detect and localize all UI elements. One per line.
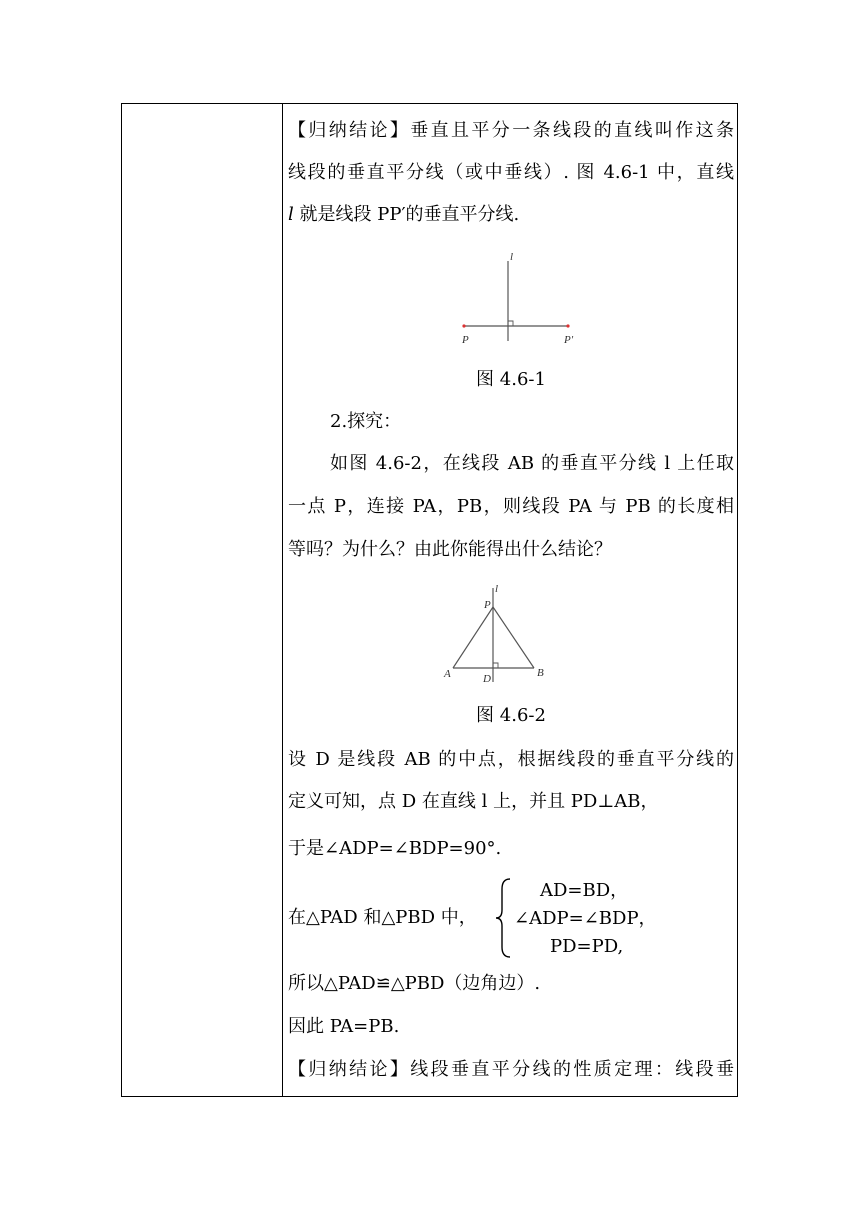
label-d: D [483, 673, 491, 684]
proof-line-6: 因此 PA=PB. [288, 1016, 400, 1037]
segment-pa [453, 607, 493, 668]
explore-heading: 2.探究： [330, 411, 402, 432]
conclusion-line-2: 线段的垂直平分线（或中垂线）. 图 4.6-1 中，直线 [288, 162, 734, 183]
right-angle-mark [493, 663, 498, 668]
right-angle-mark [508, 321, 513, 326]
figure-4-6-1 [452, 249, 582, 349]
label-a: A [444, 668, 451, 680]
label-l: l [495, 583, 499, 595]
proof-line-4: 在△PAD 和△PBD 中， [288, 907, 477, 928]
proof-line-5: 所以△PAD≌△PBD（边角边）. [288, 973, 541, 994]
question-line-3: 等吗？为什么？由此你能得出什么结论？ [288, 539, 612, 560]
figure-4-6-2 [443, 582, 583, 684]
proof-line-1: 设 D 是线段 AB 的中点，根据线段的垂直平分线的 [288, 749, 734, 770]
system-line-3: PD=PD, [550, 936, 624, 957]
column-divider [282, 104, 283, 1096]
label-b: B [537, 667, 544, 679]
proof-line-2: 定义可知，点 D 在直线 l 上，并且 PD⊥AB， [288, 791, 659, 812]
conclusion-line-3: l 就是线段 PP′的垂直平分线. [288, 204, 520, 225]
content-cell [288, 104, 734, 1096]
conclusion-line-1: 【归纳结论】垂直且平分一条线段的直线叫作这条 [288, 120, 734, 141]
label-l: l [510, 251, 514, 263]
question-line-2: 一点 P，连接 PA，PB，则线段 PA 与 PB 的长度相 [288, 496, 734, 517]
point-pp [566, 324, 569, 327]
figure-caption-1: 图 4.6-1 [476, 369, 546, 390]
system-line-1: AD=BD， [540, 880, 629, 901]
brace [495, 877, 513, 959]
conclusion-2-line-1: 【归纳结论】线段垂直平分线的性质定理：线段垂 [288, 1059, 734, 1080]
label-p: P [462, 334, 469, 346]
proof-line-3: 于是∠ADP=∠BDP=90°. [288, 838, 502, 859]
question-line-1: 如图 4.6-2，在线段 AB 的垂直平分线 l 上任取 [330, 453, 734, 474]
figure-caption-2: 图 4.6-2 [476, 705, 546, 726]
table-frame [121, 103, 738, 1097]
label-p: P [484, 599, 491, 611]
point-p [462, 324, 465, 327]
segment-pb [493, 607, 534, 668]
system-line-2: ∠ADP=∠BDP， [514, 908, 657, 929]
label-pp: P′ [564, 334, 574, 346]
